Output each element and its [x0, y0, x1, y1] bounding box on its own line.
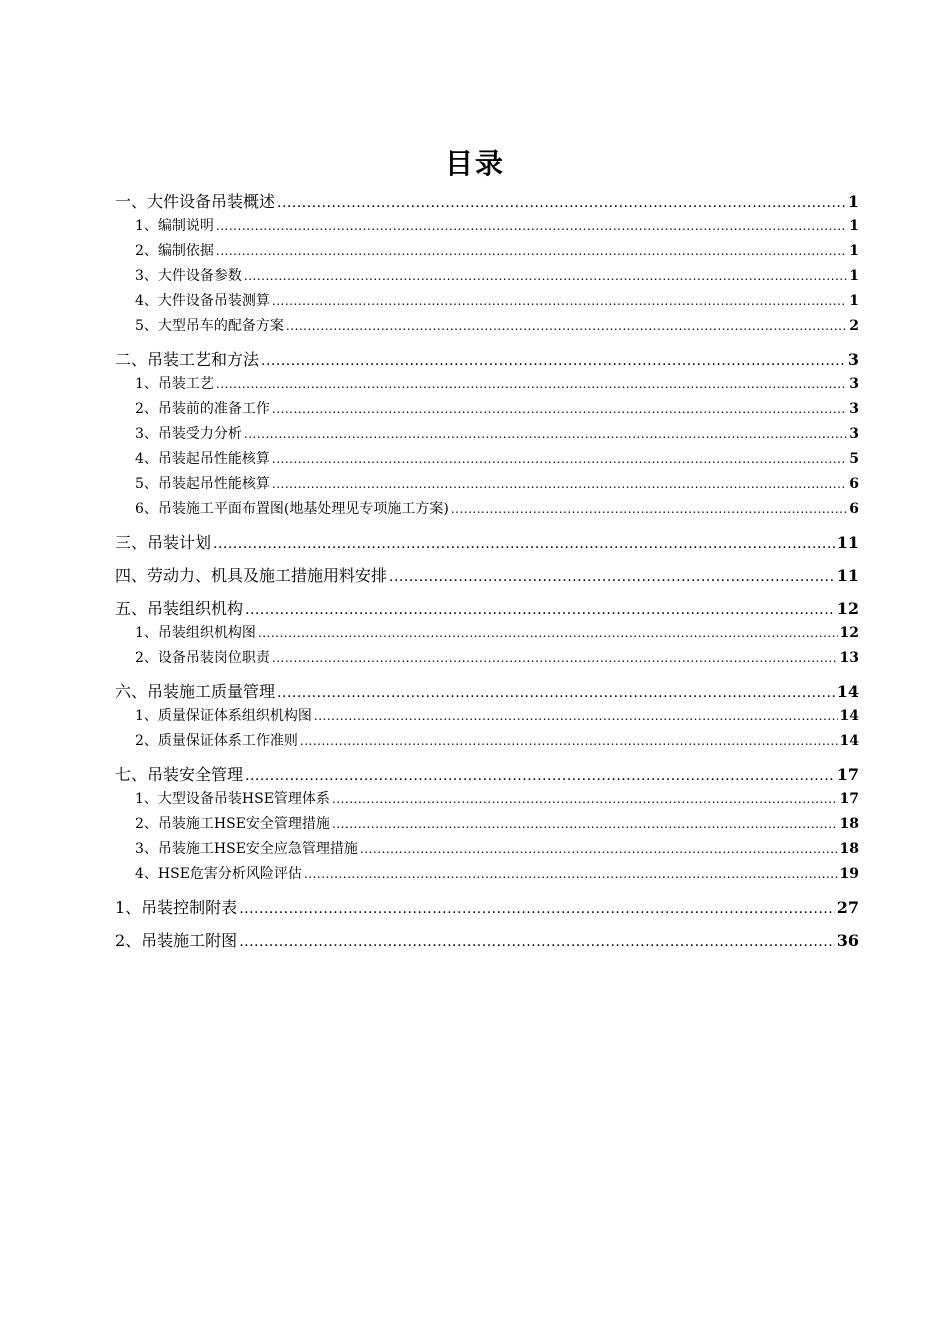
dot-leader — [244, 422, 847, 447]
toc-entry-label: 4、吊装起吊性能核算 — [135, 451, 270, 467]
toc-subentry[interactable] — [115, 447, 859, 472]
toc-entry-label: 5、大型吊车的配备方案 — [135, 318, 284, 334]
toc-entry[interactable] — [115, 680, 859, 704]
toc-subentry[interactable] — [115, 289, 859, 314]
toc-subentry[interactable] — [115, 862, 859, 887]
toc-subentry[interactable] — [115, 239, 859, 264]
toc-entry-label: 五、吊装组织机构 — [115, 599, 244, 618]
dot-leader — [244, 264, 847, 289]
toc-entry-page: 12 — [836, 599, 859, 618]
toc-entry-page: 6 — [849, 501, 859, 517]
toc-entry-page: 27 — [836, 898, 859, 917]
toc-entry-page: 1 — [847, 192, 859, 211]
toc-entry[interactable] — [115, 190, 859, 214]
dot-leader — [216, 214, 847, 239]
toc-entry-label: 七、吊装安全管理 — [115, 765, 244, 784]
dot-leader — [245, 763, 835, 788]
toc-entry-page: 17 — [839, 791, 859, 807]
toc-entry[interactable] — [115, 763, 859, 787]
toc-entry-page: 1 — [849, 218, 859, 234]
toc-entry-page: 1 — [849, 293, 859, 309]
dot-leader — [332, 787, 838, 812]
dot-leader — [272, 397, 847, 422]
toc-entry-label: 3、吊装施工HSE安全应急管理措施 — [135, 841, 358, 857]
toc-subentry[interactable] — [115, 422, 859, 447]
toc-entry-page: 18 — [839, 816, 859, 832]
dot-leader — [272, 472, 847, 497]
toc-entry[interactable] — [115, 597, 859, 621]
toc-entry-label: 一、大件设备吊装概述 — [115, 192, 276, 211]
toc-entry[interactable] — [115, 896, 859, 920]
toc-subentry[interactable] — [115, 497, 859, 522]
toc-entry-label: 三、吊装计划 — [115, 533, 212, 552]
dot-leader — [451, 497, 847, 522]
toc-subentry[interactable] — [115, 621, 859, 646]
toc-entry[interactable] — [115, 348, 859, 372]
toc-entry[interactable] — [115, 929, 859, 953]
toc-subentry[interactable] — [115, 264, 859, 289]
toc-entry-label: 2、吊装施工HSE安全管理措施 — [135, 816, 330, 832]
toc-entry-label: 1、吊装组织机构图 — [135, 625, 256, 641]
dot-leader — [300, 729, 838, 754]
toc-entry-page: 14 — [839, 708, 859, 724]
toc-entry-label: 6、吊装施工平面布置图(地基处理见专项施工方案) — [135, 501, 449, 517]
toc-entry-page: 13 — [839, 650, 859, 666]
toc-entry-label: 1、大型设备吊装HSE管理体系 — [135, 791, 330, 807]
toc-entry-page: 11 — [836, 566, 859, 585]
toc-entry-page: 14 — [836, 682, 859, 701]
toc-entry-page: 19 — [839, 866, 859, 882]
toc-entry-label: 1、质量保证体系组织机构图 — [135, 708, 312, 724]
toc-entry-page: 11 — [836, 533, 859, 552]
toc-entry-label: 3、大件设备参数 — [135, 268, 242, 284]
toc-subentry[interactable] — [115, 214, 859, 239]
toc-entry-page: 1 — [849, 268, 859, 284]
toc-entry-label: 四、劳动力、机具及施工措施用料安排 — [115, 566, 388, 585]
dot-leader — [272, 289, 847, 314]
toc-entry-label: 4、大件设备吊装测算 — [135, 293, 270, 309]
toc-entry-label: 2、吊装前的准备工作 — [135, 401, 270, 417]
toc-entry-page: 3 — [847, 350, 859, 369]
dot-leader — [216, 239, 847, 264]
dot-leader — [360, 837, 838, 862]
toc-entry-page: 5 — [849, 451, 859, 467]
toc-title: 目录 — [444, 147, 505, 180]
toc-entry-label: 5、吊装起吊性能核算 — [135, 476, 270, 492]
dot-leader — [277, 680, 835, 705]
toc-entry-label: 4、HSE危害分析风险评估 — [135, 866, 302, 882]
toc-entry-label: 2、设备吊装岗位职责 — [135, 650, 270, 666]
toc-entry-page: 1 — [849, 243, 859, 259]
toc-entry-page: 6 — [849, 476, 859, 492]
toc-entry-page: 2 — [849, 318, 859, 334]
toc-entry-label: 2、质量保证体系工作准则 — [135, 733, 298, 749]
toc-subentry[interactable] — [115, 729, 859, 754]
dot-leader — [272, 646, 838, 671]
toc-entry-page: 14 — [839, 733, 859, 749]
dot-leader — [239, 929, 835, 954]
toc-subentry[interactable] — [115, 837, 859, 862]
dot-leader — [213, 531, 835, 556]
toc-subentry[interactable] — [115, 787, 859, 812]
toc-entry-page: 3 — [849, 401, 859, 417]
toc-entry-page: 18 — [839, 841, 859, 857]
dot-leader — [261, 348, 846, 373]
toc-entry-label: 2、吊装施工附图 — [115, 931, 238, 950]
dot-leader — [304, 862, 838, 887]
toc-entry-label: 1、吊装工艺 — [135, 376, 214, 392]
dot-leader — [258, 621, 838, 646]
toc-subentry[interactable] — [115, 397, 859, 422]
toc-subentry[interactable] — [115, 812, 859, 837]
dot-leader — [239, 896, 835, 921]
toc-entry-page: 17 — [836, 765, 859, 784]
toc-entry[interactable] — [115, 531, 859, 555]
toc-subentry[interactable] — [115, 314, 859, 339]
dot-leader — [332, 812, 838, 837]
toc-subentry[interactable] — [115, 646, 859, 671]
dot-leader — [277, 190, 846, 215]
dot-leader — [245, 597, 835, 622]
toc-entry-page: 3 — [849, 426, 859, 442]
toc-entry-label: 2、编制依据 — [135, 243, 214, 259]
toc-entry-page: 36 — [836, 931, 859, 950]
toc-entry-label: 二、吊装工艺和方法 — [115, 350, 260, 369]
dot-leader — [272, 447, 847, 472]
toc-entry-label: 1、吊装控制附表 — [115, 898, 238, 917]
toc-subentry[interactable] — [115, 372, 859, 397]
toc-entry-label: 1、编制说明 — [135, 218, 214, 234]
table-of-contents — [115, 190, 859, 953]
toc-entry[interactable] — [115, 564, 859, 588]
toc-entry-label: 六、吊装施工质量管理 — [115, 682, 276, 701]
dot-leader — [314, 704, 838, 729]
toc-entry-page: 3 — [849, 376, 859, 392]
toc-subentry[interactable] — [115, 704, 859, 729]
toc-subentry[interactable] — [115, 472, 859, 497]
dot-leader — [286, 314, 847, 339]
toc-entry-page: 12 — [839, 625, 859, 641]
dot-leader — [389, 564, 835, 589]
toc-entry-label: 3、吊装受力分析 — [135, 426, 242, 442]
dot-leader — [216, 372, 847, 397]
